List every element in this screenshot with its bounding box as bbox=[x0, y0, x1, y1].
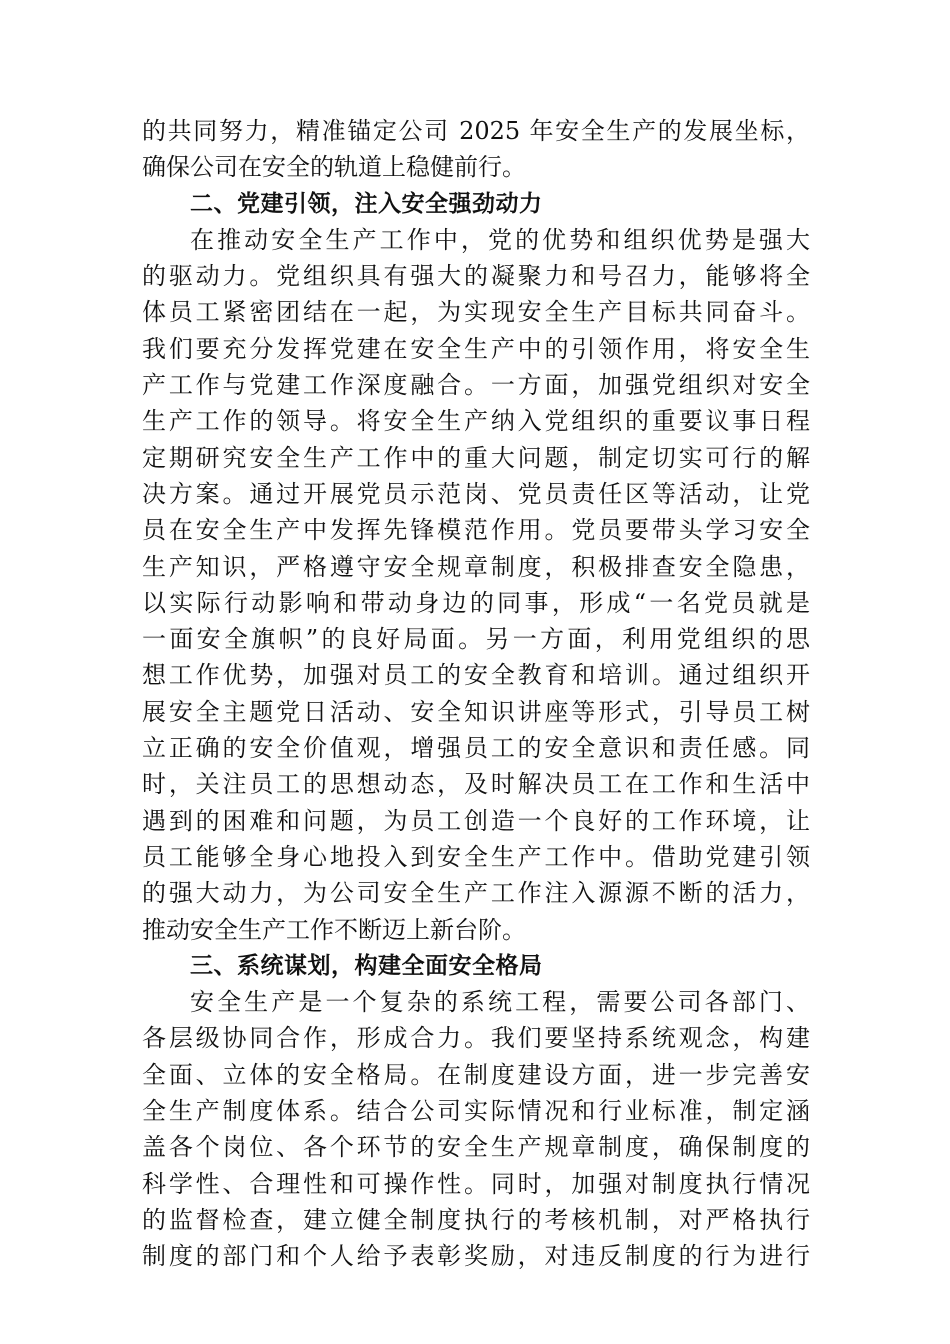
text-line: 生产工作的领导。将安全生产纳入党组织的重要议事日程 bbox=[142, 407, 810, 436]
text-line: 以实际行动影响和带动身边的同事，形成“一名党员就是 bbox=[142, 588, 810, 617]
paragraph-system-planning bbox=[142, 984, 810, 1274]
document-body bbox=[142, 113, 810, 1275]
section-heading-3: 三、系统谋划，构建全面安全格局 bbox=[190, 952, 543, 979]
text-line: 盖各个岗位、各个环节的安全生产规章制度，确保制度的 bbox=[142, 1133, 810, 1162]
text-line: 的监督检查，建立健全制度执行的考核机制，对严格执行 bbox=[142, 1205, 810, 1234]
text-line: 的强大动力，为公司安全生产工作注入源源不断的活力， bbox=[142, 879, 810, 908]
text-line: 各层级协同合作，形成合力。我们要坚持系统观念，构建 bbox=[142, 1024, 810, 1053]
text-line: 确保公司在安全的轨道上稳健前行。 bbox=[142, 153, 526, 182]
text-line: 想工作优势，加强对员工的安全教育和培训。通过组织开 bbox=[142, 661, 810, 690]
text-line: 在推动安全生产工作中，党的优势和组织优势是强大 bbox=[190, 225, 810, 254]
text-line: 决方案。通过开展党员示范岗、党员责任区等活动，让党 bbox=[142, 479, 810, 508]
paragraph-party-building bbox=[142, 222, 810, 948]
paragraph-intro bbox=[142, 113, 810, 186]
text-line: 一面安全旗帜”的良好局面。另一方面，利用党组织的思 bbox=[142, 625, 810, 654]
text-line: 遇到的困难和问题，为员工创造一个良好的工作环境，让 bbox=[142, 806, 810, 835]
text-line: 全面、立体的安全格局。在制度建设方面，进一步完善安 bbox=[142, 1060, 810, 1089]
text-line: 员工能够全身心地投入到安全生产工作中。借助党建引领 bbox=[142, 842, 810, 871]
text-line: 的驱动力。党组织具有强大的凝聚力和号召力，能够将全 bbox=[142, 262, 810, 291]
text-line: 时，关注员工的思想动态，及时解决员工在工作和生活中 bbox=[142, 770, 810, 799]
text-line: 推动安全生产工作不断迈上新台阶。 bbox=[142, 915, 526, 944]
text-line: 安全生产是一个复杂的系统工程，需要公司各部门、 bbox=[190, 988, 810, 1017]
section-heading-2: 二、党建引领，注入安全强劲动力 bbox=[190, 190, 543, 217]
text-line: 制度的部门和个人给予表彰奖励，对违反制度的行为进行 bbox=[142, 1242, 810, 1271]
text-line: 生产知识，严格遵守安全规章制度，积极排查安全隐患， bbox=[142, 552, 810, 581]
text-line: 员在安全生产中发挥先锋模范作用。党员要带头学习安全 bbox=[142, 516, 810, 545]
text-line: 全生产制度体系。结合公司实际情况和行业标准，制定涵 bbox=[142, 1097, 810, 1126]
text-line: 的共同努力，精准锚定公司 2025 年安全生产的发展坐标， bbox=[142, 117, 810, 145]
text-line: 体员工紧密团结在一起，为实现安全生产目标共同奋斗。 bbox=[142, 298, 810, 327]
text-line: 立正确的安全价值观，增强员工的安全意识和责任感。同 bbox=[142, 734, 810, 763]
text-line: 产工作与党建工作深度融合。一方面，加强党组织对安全 bbox=[142, 371, 810, 400]
text-line: 定期研究安全生产工作中的重大问题，制定切实可行的解 bbox=[142, 443, 810, 472]
text-line: 展安全主题党日活动、安全知识讲座等形式，引导员工树 bbox=[142, 697, 810, 726]
text-line: 我们要充分发挥党建在安全生产中的引领作用，将安全生 bbox=[142, 334, 810, 363]
text-line: 科学性、合理性和可操作性。同时，加强对制度执行情况 bbox=[142, 1169, 810, 1198]
